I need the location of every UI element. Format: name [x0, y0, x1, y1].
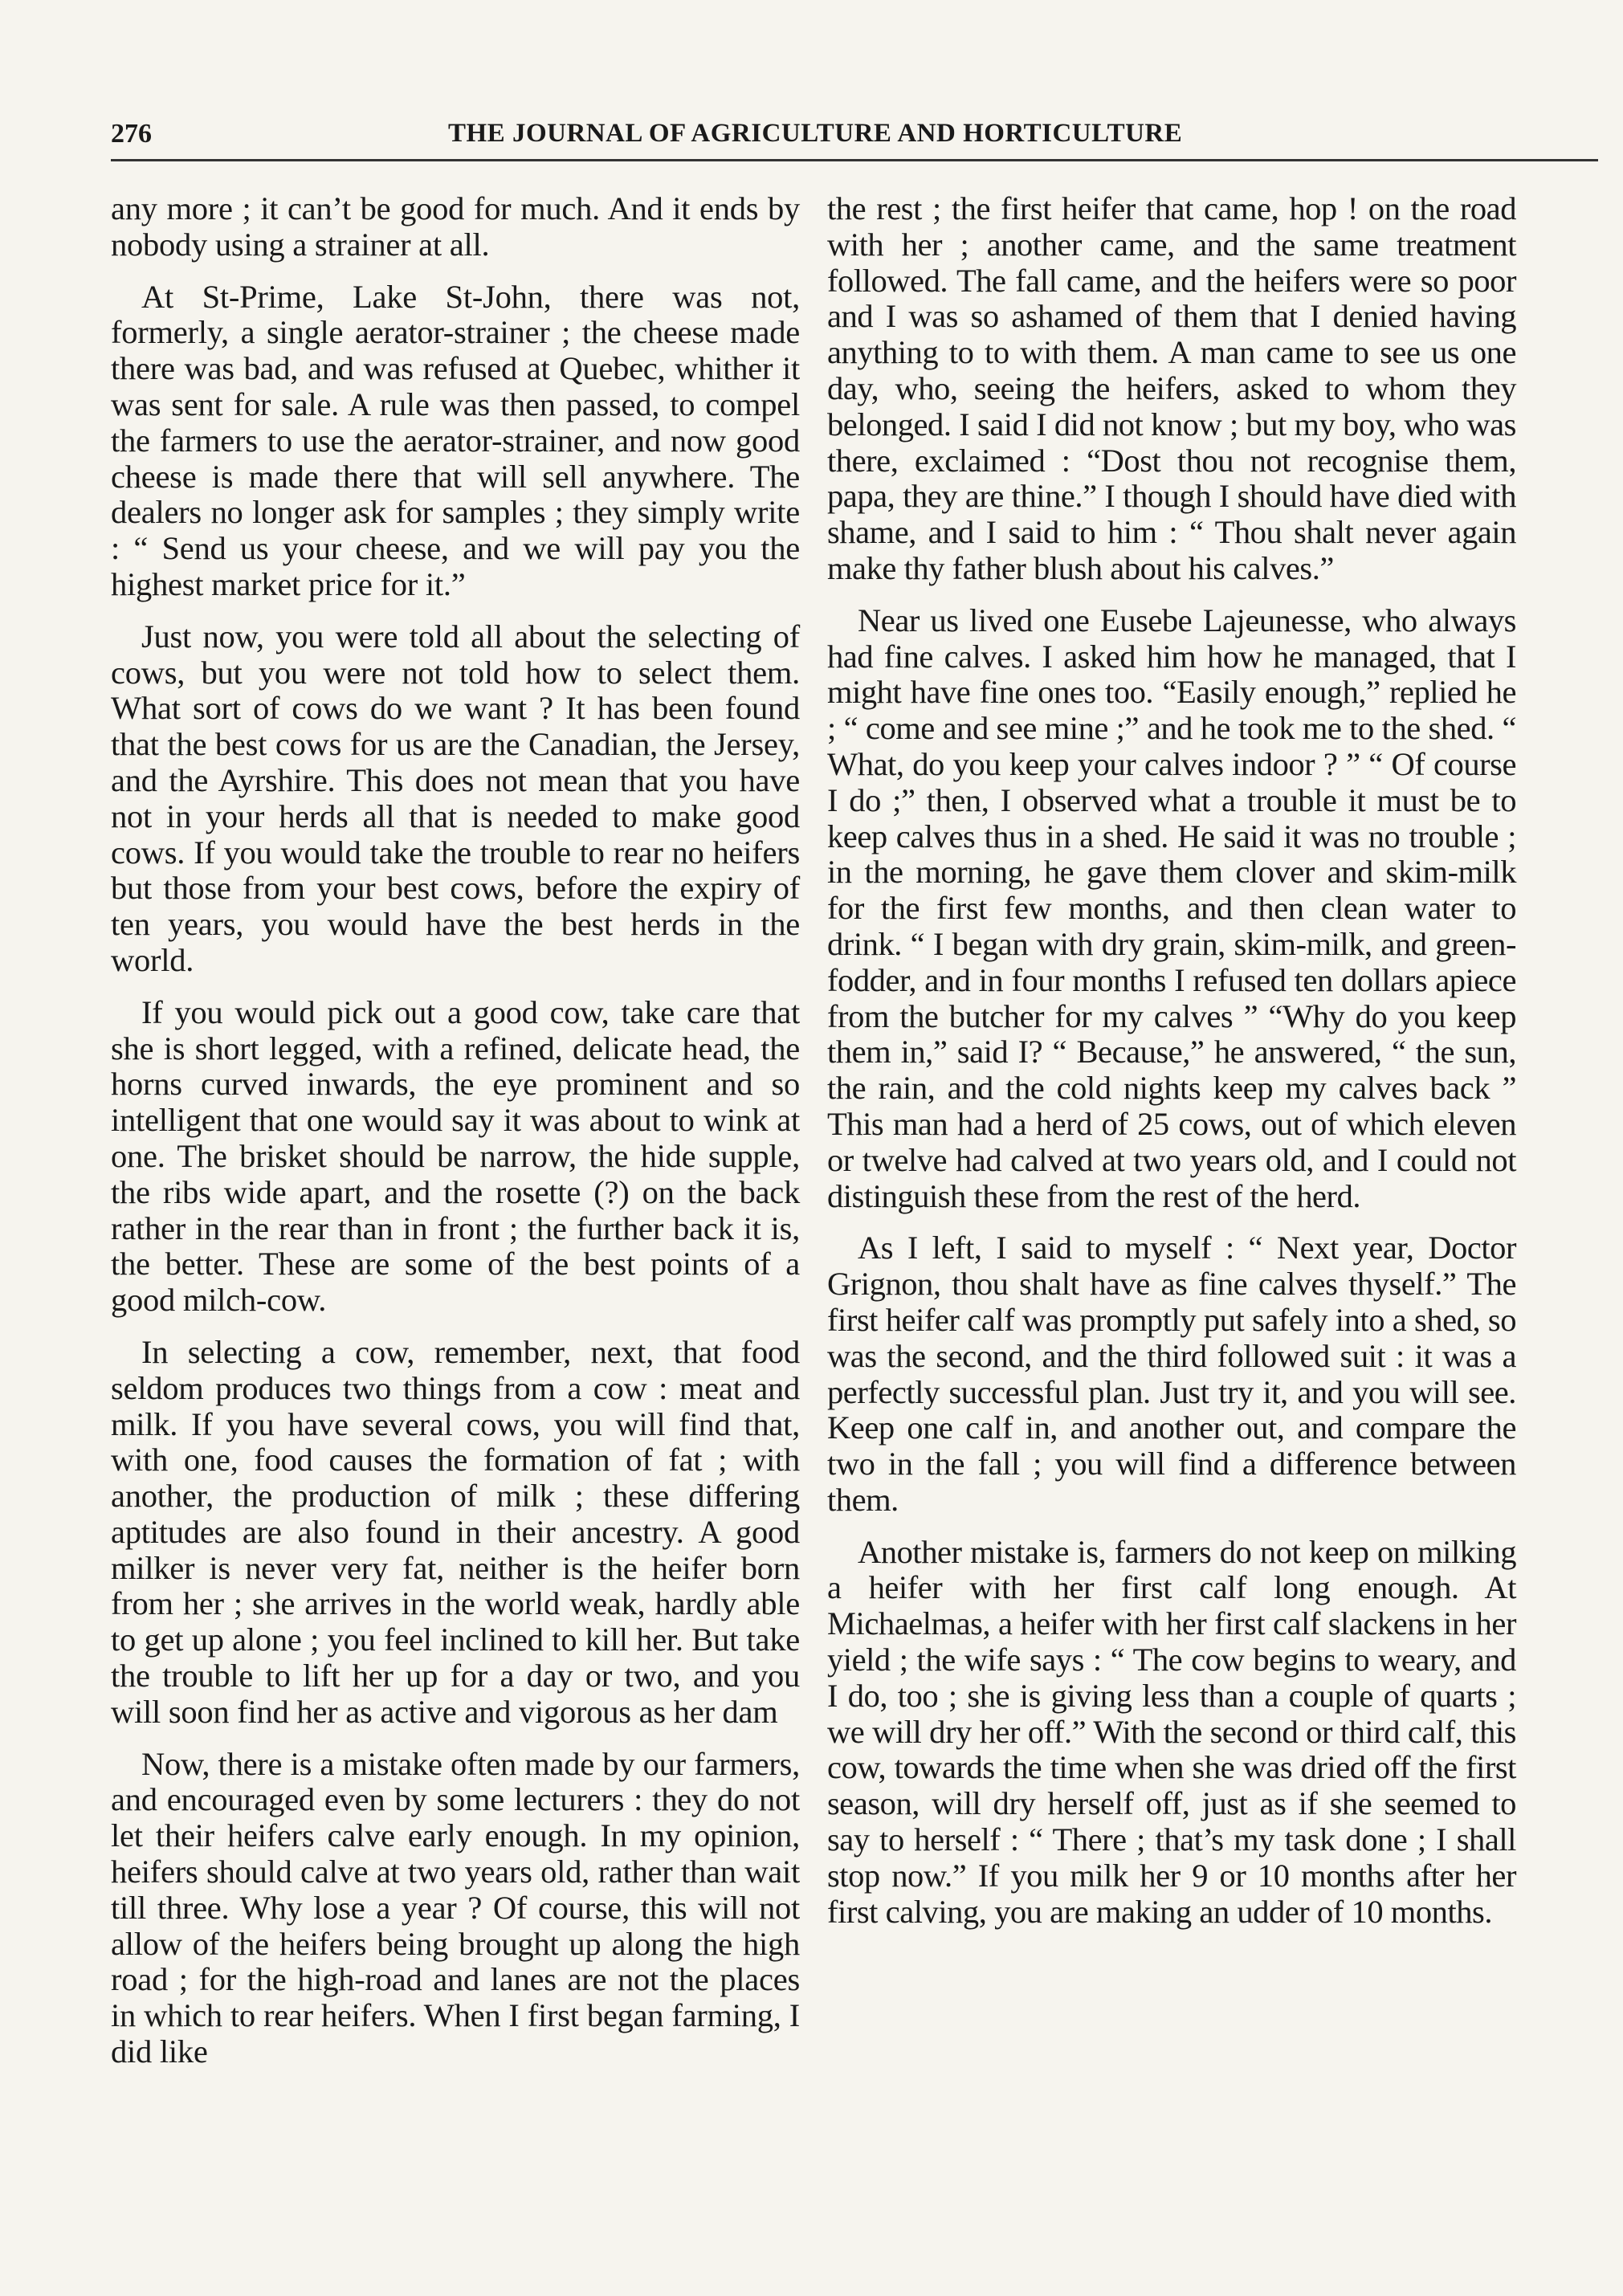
paragraph: the rest ; the first heifer that came, hop ! on the road with her ; another came, and the same treatment followed. The fall came, and the heifers were so poor and I was so ashamed of them that I denied having anything to to with them. A man came to see us one day, who, seeing the heifers, asked to whom they belonged. I said I did not know ; but my boy, who was there, exclaimed : “Dost thou not recognise them, papa, they are thine.” I though I should have died with shame, and I said to him : “ Thou shalt never again make thy father blush about his calves.”	[827, 190, 1516, 586]
running-title: THE JOURNAL OF AGRICULTURE AND HORTICULTURE	[448, 119, 1183, 148]
paragraph: In selecting a cow, remember, next, that food seldom produces two things from a cow : meat and milk. If you have several cows, you will find that, with one, food causes the formation of fat ; with another, the production of milk ; these differing aptitudes are also found in their ancestry. A good milker is never very fat, neither is the heifer born from her ; she arrives in the world weak, hardly able to get up alone ; you feel inclined to kill her. But take the trouble to lift her up for a day or two, and you will soon find her as active and vigorous as her dam	[111, 1333, 800, 1730]
paragraph: Another mistake is, farmers do not keep on milking a heifer with her first calf long enough. At Michaelmas, a heifer with her first calf slackens in her yield ; the wife says : “ The cow begins to weary, and I do, too ; she is giving less than a couple of quarts ; we will dry her off.” With the second or third calf, this cow, towards the time when she was dried off the first season, will dry herself off, just as if she seemed to say to herself : “ There ; that’s my task done ; I shall stop now.” If you milk her 9 or 10 months after her first calving, you are making an udder of 10 months.	[827, 1533, 1516, 1930]
paragraph: Near us lived one Eusebe Lajeunesse, who always had fine calves. I asked him how he managed, that I might have fine ones too. “Easily enough,” replied he ; “ come and see mine ;” and he took me to the shed. “ What, do you keep your calves indoor ? ” “ Of course I do ;” then, I observed what a trouble it must be to keep calves thus in a shed. He said it was no trouble ; in the morning, he gave them clover and skim-milk for the first few months, and then clean water to drink. “ I began with dry grain, skim-milk, and green-fodder, and in four months I refused ten dollars apiece from the butcher for my calves ” “Why do you keep them in,” said I? “ Because,” he answered, “ the sun, the rain, and the cold nights keep my calves back ” This man had a herd of 25 cows, out of which eleven or twelve had calved at two years old, and I could not distinguish these from the rest of the herd.	[827, 602, 1516, 1214]
paragraph: As I left, I said to myself : “ Next year, Doctor Grignon, thou shalt have as fine calves thyself.” The first heifer calf was promptly put safely into a shed, so was the second, and the third followed suit : it was a perfectly successful plan. Just try it, and you will see. Keep one calf in, and another out, and compare the two in the fall ; you will find a difference between them.	[827, 1230, 1516, 1518]
header-rule	[111, 159, 1598, 161]
page-header	[111, 119, 1622, 151]
paragraph: If you would pick out a good cow, take care that she is short legged, with a refined, delicate head, the horns curved inwards, the eye prominent and so intelligent that one would say it was about to wink at one. The brisket should be narrow, the hide supple, the ribs wide apart, and the rosette (?) on the back rather in the rear than in front ; the further back it is, the better. These are some of the best points of a good milch-cow.	[111, 993, 800, 1319]
page-number: 276	[111, 119, 152, 149]
paragraph: Now, there is a mistake often made by our farmers, and encouraged even by some lecturers : they do not let their heifers calve early enough. In my opinion, heifers should calve at two years old, rather than wait till three. Why lose a year ? Of course, this will not allow of the heifers being brought up along the high road ; for the high-road and lanes are not the places in which to rear heifers. When I first began farming, I did like	[111, 1745, 800, 2070]
right-column	[827, 191, 1516, 2264]
left-column	[111, 191, 800, 2264]
paragraph: At St-Prime, Lake St-John, there was not, formerly, a single aerator-strainer ; the cheese made there was bad, and was refused at Quebec, whither it was sent for sale. A rule was then passed, to compel the farmers to use the aerator-strainer, and now good cheese is made there that will sell anywhere. The dealers no longer ask for samples ; they simply write : “ Send us your cheese, and we will pay you the highest market price for it.”	[111, 278, 800, 602]
paragraph: any more ; it can’t be good for much. And it ends by nobody using a strainer at all.	[111, 190, 800, 263]
paragraph: Just now, you were told all about the selecting of cows, but you were not told how to select them. What sort of cows do we want ? It has been found that the best cows for us are the Canadian, the Jersey, and the Ayrshire. This does not mean that you have not in your herds all that is needed to make good cows. If you would take the trouble to rear no heifers but those from your best cows, before the expiry of ten years, you would have the best herds in the world.	[111, 618, 800, 978]
